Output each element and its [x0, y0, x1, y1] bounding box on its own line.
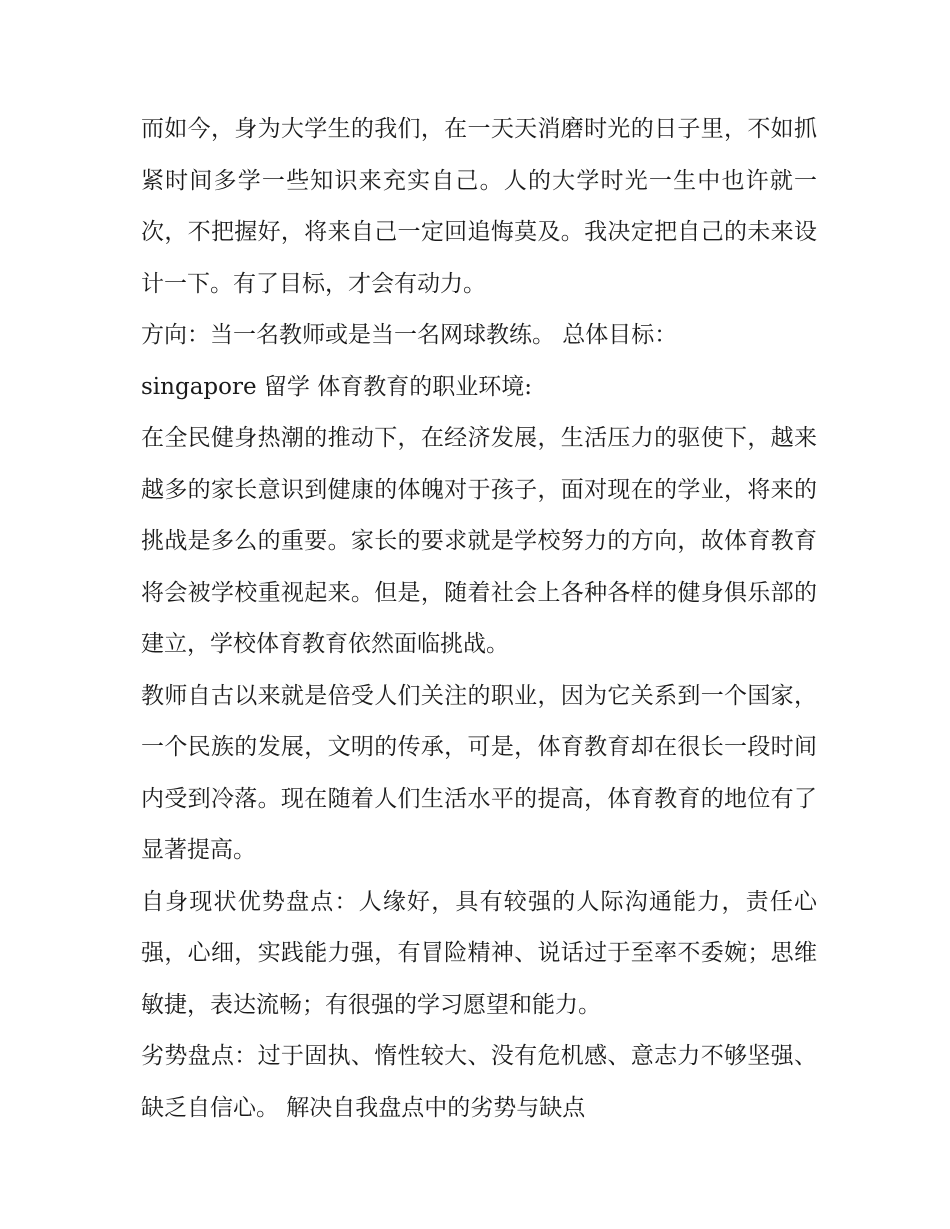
document-body [141, 104, 817, 1134]
paragraph-teacher-profession: 教师自古以来就是倍受人们关注的职业，因为它关系到一个国家，一个民族的发展，文明的传承，可是，体育教育却在很长一段时间内受到冷落。现在随着人们生活水平的提高，体育教育的地位有了显著提高。 [141, 682, 817, 863]
paragraph-weaknesses: 劣势盘点：过于固执、惰性较大、没有危机感、意志力不够坚强、缺乏自信心。 解决自我盘点中的劣势与缺点 [141, 1043, 817, 1121]
paragraph-intro: 而如今，身为大学生的我们，在一天天消磨时光的日子里，不如抓紧时间多学一些知识来充实自己。人的大学时光一生中也许就一次，不把握好，将来自己一定回追悔莫及。我决定把自己的未来设计一下。有了目标，才会有动力。 [141, 116, 817, 297]
paragraph-fitness-trend: 在全民健身热潮的推动下，在经济发展，生活压力的驱使下，越来越多的家长意识到健康的体魄对于孩子，面对现在的学业，将来的挑战是多么的重要。家长的要求就是学校努力的方向，故体育教育将会被学校重视起来。但是，随着社会上各种各样的健身俱乐部的建立，学校体育教育依然面临挑战。 [141, 425, 817, 657]
paragraph-direction: 方向：当一名教师或是当一名网球教练。 总体目标： [141, 322, 678, 348]
paragraph-strengths: 自身现状优势盘点：人缘好，具有较强的人际沟通能力，责任心强，心细，实践能力强，有冒险精神、说话过于至率不委婉；思维敏捷，表达流畅；有很强的学习愿望和能力。 [141, 888, 817, 1018]
paragraph-environment-heading: singapore 留学 体育教育的职业环境: [141, 373, 532, 400]
